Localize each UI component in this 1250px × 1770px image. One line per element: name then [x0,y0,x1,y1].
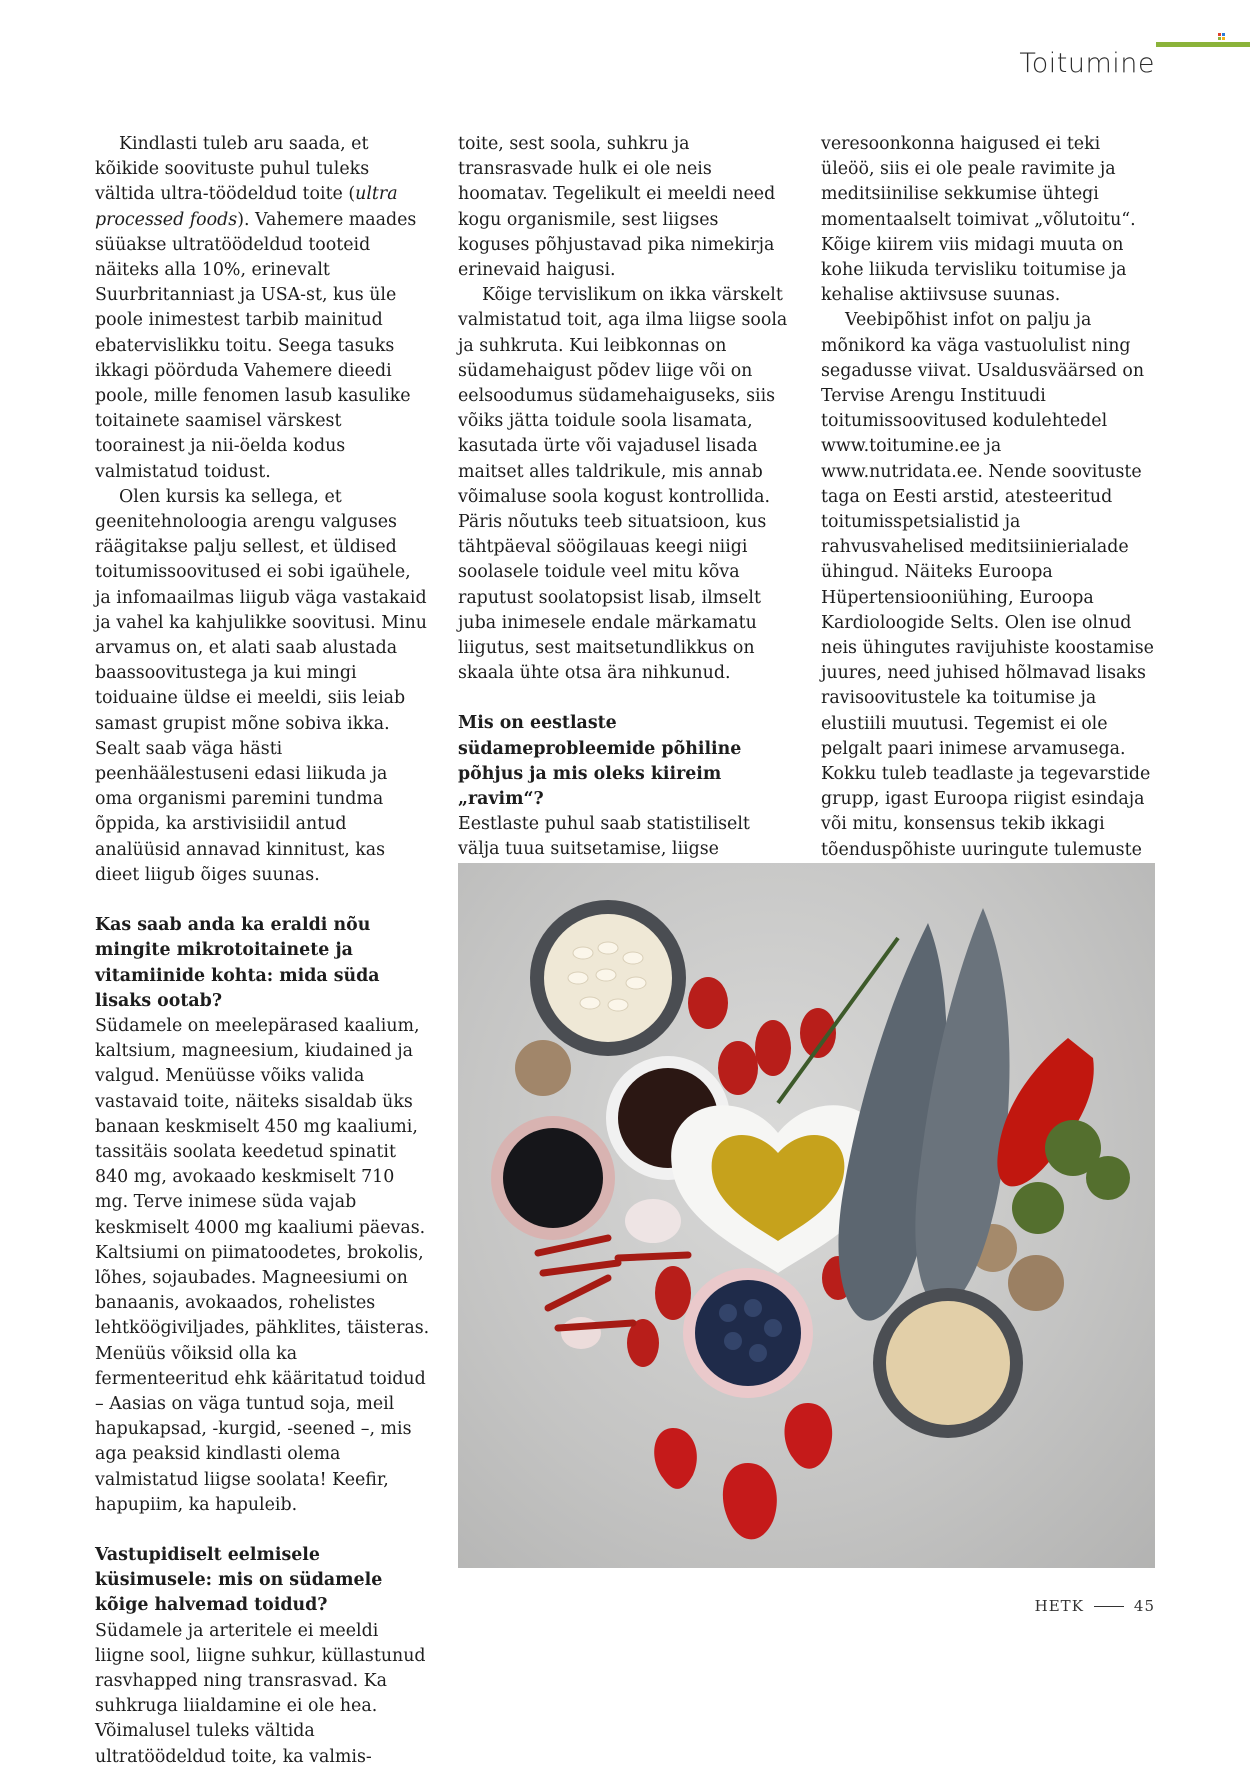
question-heading: Mis on eestlaste südameprobleemide põhiline põhjus ja mis oleks kiireim „ravim“? [458,713,742,810]
footer-divider [1094,1606,1124,1607]
answer-paragraph: Eestlaste puhul saab statistiliselt välja tuua suitsetamise, liigse [458,814,750,860]
logo-dots-icon [1218,33,1225,40]
page-footer [1035,1597,1155,1615]
walnut [515,1040,571,1096]
question-heading: Kas saab anda ka eraldi nõu mingite mikrotoitainete ja vitamiinide kohta: mida süda lisaks ootab? [95,915,380,1011]
paragraph: Olen kursis ka sellega, et geenitehnoloogia arengu valguses räägitakse palju sellest, et üldised toitumissoovitused ei sobi igaühele, ja infomaailmas liigub väga vastakaid ja vahel ka kahjulikke soovitusi. Minu arvamus on, et alati saab alustada baassoovitustega ja kui mingi toiduaine üldse ei meeldi, siis leiab samast grupist mõne sobiva ikka. Sealt saab väga hästi peenhäälestuseni edasi liikuda ja oma organismi paremini tundma õppida, ka arstivisiidil antud analüüsid annavad kinnitust, kas dieet liigub õiges suunas. [95,486,427,885]
accent-bar [1156,42,1250,47]
strawberries [654,1403,832,1539]
food-photo [458,863,1155,1568]
column-2 [458,132,791,938]
paragraph: Veebipõhist infot on palju ja mõnikord ka väga vastuolulist ning segadusse viivat. Usaldusväärsed on Tervise Arengu Instituudi toitumissoovitused kodulehtedel www.toitumine.ee ja www.nutridata.ee. Nende soovituste taga on Eesti arstid, atesteeritud toitumisspetsialistid ja rahvusvahelised meditsiinierialade ühingud. Näiteks Euroopa Hüpertensiooniühing, Euroopa Kardioloogide Selts. Olen ise olnud neis ühingutes ravijuhiste koostamise juures, need juhised hõlmavad lisaks ravisoovitustele ka toitumise ja elustiili muutusi. Tegemist ei ole pelgalt paari inimese arvamusega. Kokku tuleb teadlaste ja tegevarstide grupp, igast Euroopa riigist esindaja või mitu, konsensus tekib ikkagi tõenduspõhiste uuringute tulemuste [821,310,1154,860]
paragraph: toite, sest soola, suhkru ja transrasvade hulk ei ole neis hoomatav. Tegelikult ei meeldi need kogu organismile, sest liigses koguses põhjustavad pika nimekirja erinevaid haigusi. [458,134,776,281]
paragraph: veresoonkonna haigused ei teki üleöö, siis ei ole peale ravimite ja meditsiinilise sekkumise ühtegi momentaalselt toimivat „võlutoitu“. Kõige kiirem viis midagi muuta on kohe liikuda tervisliku toitumise ja kehalise aktiivsuse suunas. [821,134,1136,306]
column-1 [95,132,430,1770]
paragraph: Kõige tervislikum on ikka värskelt valmistatud toit, aga ilma liigse soola ja suhkruta. Kui leibkonnas on südamehaigust põdev liige või on eelsoodumus südamehaiguseks, siis võiks jätta toidule soola lisamata, kasutada ürte või vajadusel lisada maitset alles taldrikule, mis annab võimaluse soola kogust kontrollida. Päris nõutuks teeb situatsioon, kus tähtpäeval söögilauas keegi niigi soolasele toidule veel mitu kõva raputust soolatopsist lisab, ilmselt juba inimesele endale märkamatu liigutus, sest maitsetundlikkus on skaala ühte otsa ära nihkunud. [458,285,788,684]
answer-paragraph: Südamele ja arteritele ei meeldi liigne sool, liigne suhkur, küllastunud rasvhapped ning transrasvad. Ka suhkruga liialdamine ei ole hea. Võimalusel tuleks vältida ultratöödeldud toite, ka valmis- [95,1620,426,1767]
paragraph: Kindlasti tuleb aru saada, et kõikide soovituste puhul tuleks vältida ultra-töödeldud toite (ultra processed foods). Vahemere maades süüakse ultratöödeldud tooteid näiteks alla 10%, erinevalt Suurbritanniast ja USA-st, kus üle poole inimestest tarbib mainitud ebatervislikku toitu. Seega tasuks ikkagi pöörduda Vahemere dieedi poole, mille fenomen lasub kasulike toitainete saamisel värskest toorainest ja nii-öelda kodus valmistatud toidust. [95,134,417,482]
section-title: Toitumine [1019,48,1155,79]
page-number: 45 [1133,1597,1155,1615]
magazine-name: HETK [1034,1597,1084,1615]
question-heading: Vastupidiselt eelmisele küsimusele: mis on südamele kõige halvemad toidud? [95,1544,383,1616]
answer-paragraph: Südamele on meelepärased kaalium, kaltsium, magneesium, kiudained ja valgud. Menüüsse võiks valida vastavaid toite, näiteks sisaldab üks banaan keskmiselt 450 mg kaaliumi, tassitäis soolata keedetud spinatit 840 mg, avokaado keskmiselt 710 mg. Terve inimese süda vajab keskmiselt 4000 mg kaaliumi päevas. Kaltsiumi on piimatoodetes, brokolis, lõhes, sojaubades. Magneesiumi on banaanis, avokaados, rohelistes lehtköögiviljades, pähklites, täisteras. Menüüs võiksid olla ka fermenteeritud ehk kääritatud toidud – Aasias on väga tuntud soja, meil hapukapsad, -kurgid, -seened –, mis aga peaksid kindlasti olema valmistatud liigse soolata! Keefir, hapupiim, ka hapuleib. [95,1015,430,1515]
column-3 [821,132,1155,888]
